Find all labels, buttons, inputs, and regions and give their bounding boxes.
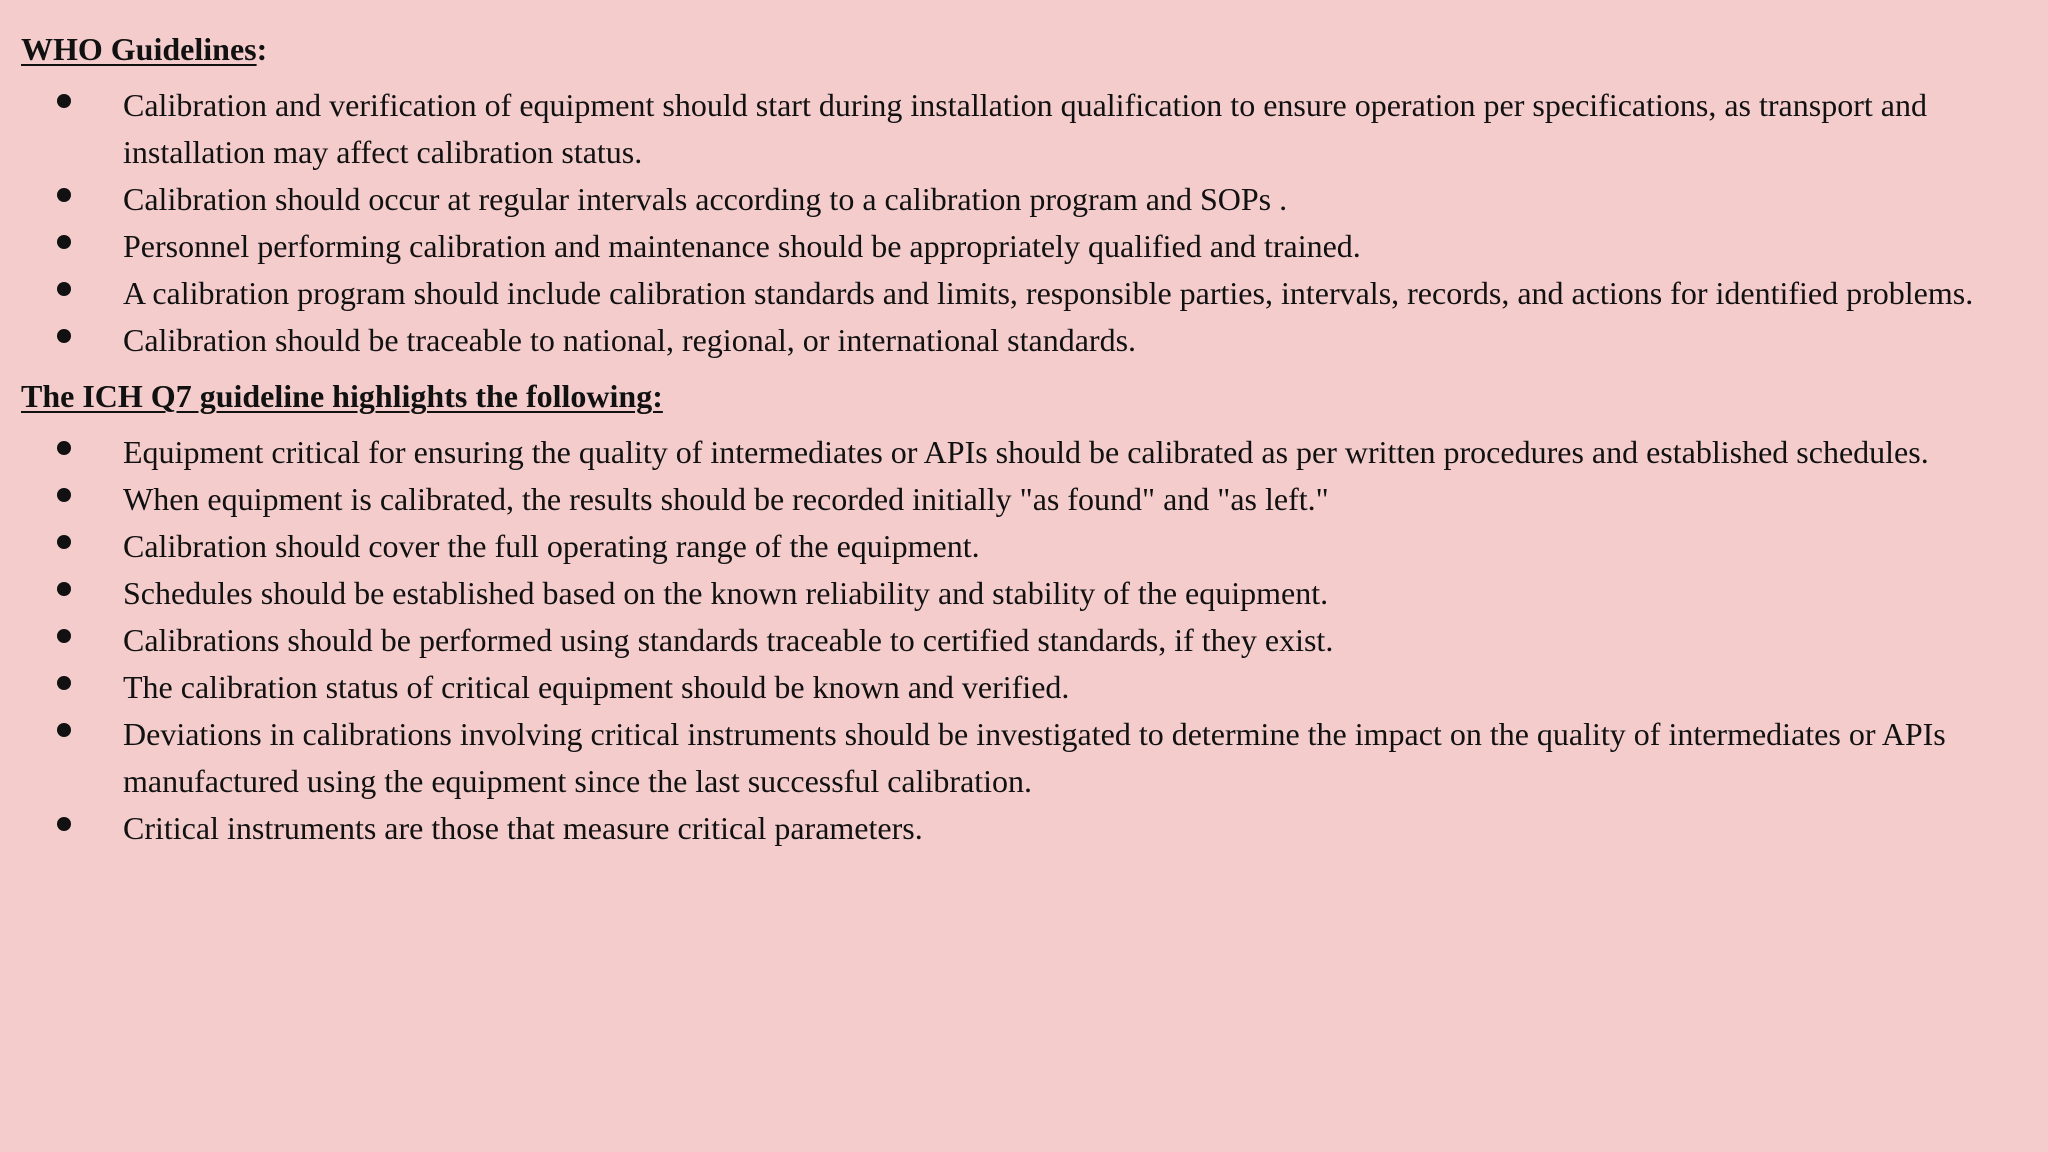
bullet-icon (57, 535, 71, 549)
list-item-text: Critical instruments are those that measure critical parameters. (123, 810, 923, 846)
bullet-icon (57, 94, 71, 108)
list-item-text: When equipment is calibrated, the results should be recorded initially "as found" and "as left." (123, 481, 1329, 517)
ich-heading-text: The ICH Q7 guideline highlights the following: (21, 378, 663, 414)
bullet-icon (57, 329, 71, 343)
list-item-text: Calibration should cover the full operating range of the equipment. (123, 528, 980, 564)
list-item (21, 664, 2028, 711)
list-item-text: A calibration program should include calibration standards and limits, responsible parties, intervals, records, and actions for identified problems. (123, 275, 1974, 311)
bullet-icon (57, 629, 71, 643)
who-list (21, 82, 2028, 364)
list-item (21, 82, 2028, 176)
ich-section (21, 373, 2028, 852)
who-heading-text: WHO Guidelines (21, 31, 257, 67)
list-item (21, 317, 2028, 364)
list-item (21, 570, 2028, 617)
list-item-text: The calibration status of critical equipment should be known and verified. (123, 669, 1070, 705)
list-item (21, 805, 2028, 852)
list-item (21, 711, 2028, 805)
list-item-text: Calibration should be traceable to national, regional, or international standards. (123, 322, 1137, 358)
bullet-icon (57, 723, 71, 737)
who-section (21, 26, 2028, 364)
list-item-text: Equipment critical for ensuring the quality of intermediates or APIs should be calibrated as per written procedures and established schedules. (123, 434, 1929, 470)
who-heading (21, 26, 2028, 73)
bullet-icon (57, 235, 71, 249)
who-heading-colon: : (256, 31, 268, 67)
list-item (21, 429, 2028, 476)
bullet-icon (57, 582, 71, 596)
bullet-icon (57, 282, 71, 296)
list-item (21, 476, 2028, 523)
list-item (21, 617, 2028, 664)
list-item-text: Calibrations should be performed using standards traceable to certified standards, if they exist. (123, 622, 1334, 658)
list-item-text: Personnel performing calibration and maintenance should be appropriately qualified and trained. (123, 228, 1361, 264)
list-item (21, 270, 2028, 317)
list-item-text: Calibration and verification of equipment should start during installation qualification to ensure operation per specifications, as transport and installation may affect calibration status. (123, 87, 1927, 170)
bullet-icon (57, 488, 71, 502)
bullet-icon (57, 676, 71, 690)
bullet-icon (57, 441, 71, 455)
list-item (21, 176, 2028, 223)
bullet-icon (57, 188, 71, 202)
list-item-text: Calibration should occur at regular intervals according to a calibration program and SOPs . (123, 181, 1288, 217)
list-item-text: Schedules should be established based on the known reliability and stability of the equipment. (123, 575, 1329, 611)
list-item (21, 523, 2028, 570)
bullet-icon (57, 817, 71, 831)
ich-list (21, 429, 2028, 852)
list-item (21, 223, 2028, 270)
ich-heading (21, 373, 2028, 420)
list-item-text: Deviations in calibrations involving critical instruments should be investigated to determine the impact on the quality of intermediates or APIs manufactured using the equipment since the last successful calibration. (123, 716, 1946, 799)
